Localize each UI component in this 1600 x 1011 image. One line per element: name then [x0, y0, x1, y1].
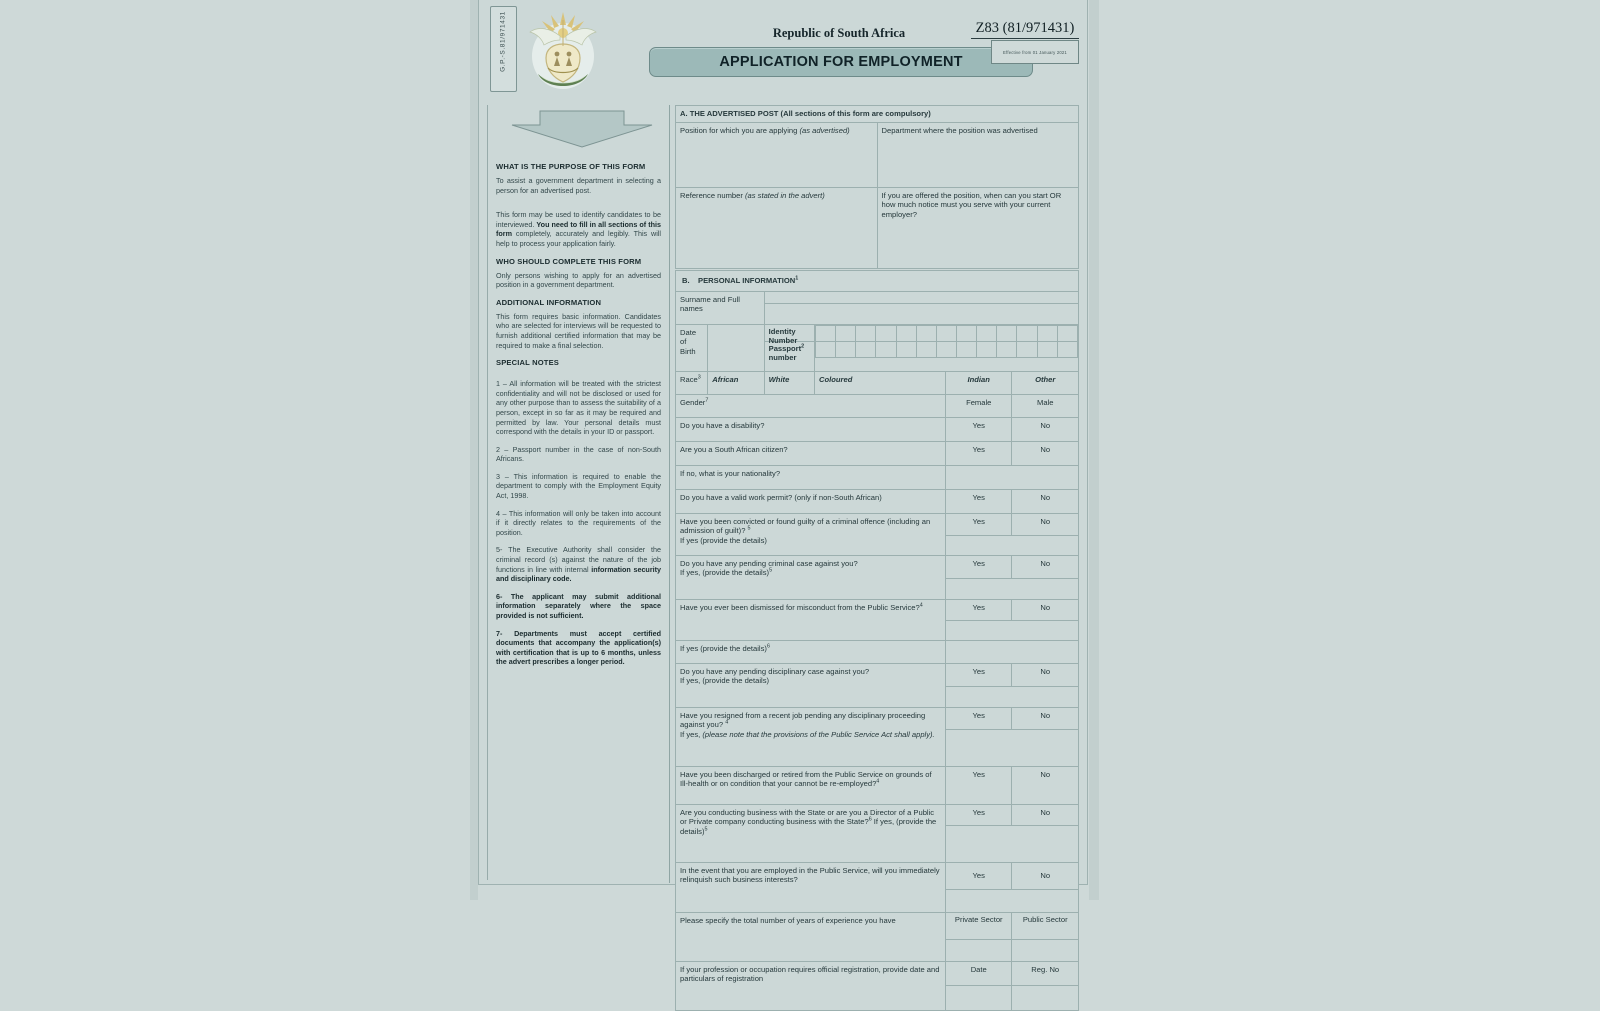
passport-cell[interactable] [816, 341, 836, 357]
discharged-text: Have you been discharged or retired from the Public Service on grounds of Ill-health or on condition that your cannot be re-employed? [680, 769, 932, 789]
surname-line-2[interactable] [765, 304, 1078, 316]
note5-a: 5- The Executive Authority shall consider the criminal record (s) against the nature of the job functions in line with internal [496, 545, 661, 574]
table-row [676, 371, 1079, 394]
answer-no[interactable]: No [1012, 766, 1079, 804]
sidebar-note-4: 4 – This information will only be taken into account if it directly relates to the requirements of the position. [496, 508, 661, 537]
reference-number-cell[interactable] [676, 187, 878, 268]
passport-cell[interactable] [836, 341, 856, 357]
gender-option-male[interactable]: Male [1012, 394, 1079, 417]
question-work-permit: Do you have a valid work permit? (only if non-South African) [676, 489, 946, 513]
identity-number-label: Identity Number [765, 325, 814, 342]
answer-yes[interactable]: Yes [945, 663, 1011, 686]
discharged-sup: 4 [876, 778, 880, 785]
table-row [676, 640, 1079, 663]
race-sup: 3 [697, 374, 701, 381]
business-text-b: If yes, (provide the details) [680, 817, 937, 836]
gender-label-cell [676, 394, 946, 417]
passport-number-label [765, 342, 814, 365]
id-cell[interactable] [876, 325, 896, 341]
id-number-grid[interactable] [815, 325, 1078, 358]
sidebar-heading-special-notes: SPECIAL NOTES [496, 358, 559, 368]
question-nationality: If no, what is your nationality? [676, 465, 946, 489]
passport-label-text2: number [768, 353, 797, 362]
pending-criminal-text: Do you have any pending criminal case against you? [680, 558, 858, 568]
pending-criminal-details-input[interactable] [945, 578, 1078, 599]
convicted-sup: 5 [747, 525, 751, 532]
sidebar-heading-who: WHO SHOULD COMPLETE THIS FORM [496, 256, 642, 266]
answer-yes[interactable]: Yes [945, 441, 1011, 465]
table-row [676, 663, 1079, 686]
table-row [676, 122, 1079, 187]
gender-sup: 7 [705, 397, 709, 404]
section-b-title: PERSONAL INFORMATION [698, 276, 796, 285]
surname-label: Surname and Full names [680, 294, 740, 314]
table-row [676, 394, 1079, 417]
dismissed-details-input[interactable] [945, 640, 1078, 663]
gender-label: Gender [680, 397, 706, 407]
id-cell[interactable] [957, 325, 977, 341]
sidebar-note-6 [496, 592, 661, 621]
question-experience: Please specify the total number of years of experience you have [676, 912, 946, 961]
table-row [676, 489, 1079, 513]
answer-no[interactable]: No [1012, 441, 1079, 465]
effective-date-note: Effective from 01 January 2021 [991, 40, 1079, 64]
table-row [676, 766, 1079, 804]
purpose-p2-a: This form may be used to identify candidates to be interviewed. [496, 210, 661, 229]
question-relinquish: In the event that you are employed in the Public Service, will you immediately relinquish such business interests? [676, 862, 946, 912]
instructions-sidebar [487, 105, 667, 880]
reference-label: Reference number [680, 190, 746, 200]
race-label-cell [676, 371, 708, 394]
section-a-heading: A. THE ADVERTISED POST (All sections of this form are compulsory) [676, 106, 1079, 123]
answer-no[interactable]: No [1012, 513, 1079, 535]
answer-yes[interactable]: Yes [945, 862, 1011, 889]
id-cell[interactable] [916, 325, 936, 341]
dob-label-cell [676, 324, 708, 371]
relinquish-blank[interactable] [945, 889, 1078, 912]
answer-yes[interactable]: Yes [945, 707, 1011, 729]
experience-private-input[interactable] [945, 939, 1011, 961]
dob-label: Date of Birth [680, 327, 697, 356]
convicted-details-label: If yes (provide the details) [680, 535, 767, 545]
dismissed-answer-blank[interactable] [945, 620, 1078, 640]
dismissed-text: Have you ever been dismissed for misconduct from the Public Service? [680, 602, 920, 612]
sidebar-heading-purpose: WHAT IS THE PURPOSE OF THIS FORM [496, 162, 646, 171]
start-label: If you are offered the position, when can you start OR how much notice must you serve with your current employer? [881, 190, 1062, 219]
id-cell[interactable] [896, 325, 916, 341]
reference-label-italic: (as stated in the advert) [745, 190, 825, 200]
table-row [676, 555, 1079, 578]
nationality-input-cell[interactable] [945, 465, 1078, 489]
dismissed-details-label [676, 640, 946, 663]
race-option-indian[interactable]: Indian [945, 371, 1011, 394]
passport-cell[interactable] [916, 341, 936, 357]
sidebar-purpose-p1: To assist a government department in selecting a person for an advertised post. [496, 176, 661, 195]
convicted-text: Have you been convicted or found guilty of a criminal offence (including an admission of guilt)? [680, 516, 931, 536]
section-b-sup: 1 [795, 275, 799, 282]
question-citizen: Are you a South African citizen? [676, 441, 946, 465]
experience-private-sector-label[interactable]: Private Sector [945, 912, 1011, 939]
pending-criminal-sup: 5 [769, 567, 773, 574]
dismissed-details-text: If yes (provide the details) [680, 643, 767, 653]
purpose-p2-c: completely, accurately and legibly. This will help to process your application fairly. [496, 229, 661, 248]
table-row [676, 291, 1079, 324]
registration-date-label[interactable]: Date [945, 961, 1011, 985]
pending-disc-text: Do you have any pending disciplinary case against you? [680, 666, 870, 676]
resigned-details-b: (please note that the provisions of the Public Service Act shall apply). [702, 729, 935, 739]
answer-no[interactable]: No [1012, 417, 1079, 441]
id-number-grid-cell[interactable] [815, 324, 1079, 371]
id-cell[interactable] [1037, 325, 1057, 341]
surname-label-cell [676, 291, 765, 324]
sidebar-note-7 [496, 629, 661, 667]
id-grid-row-identity[interactable] [816, 325, 1078, 341]
question-disability: Do you have a disability? [676, 417, 946, 441]
sidebar-who-p1: Only persons wishing to apply for an advertised position in a government department. [496, 270, 661, 290]
resigned-details-input[interactable] [945, 729, 1078, 766]
dismissed-details-sup: 6 [766, 643, 770, 650]
convicted-details-input[interactable] [945, 535, 1078, 555]
passport-cell[interactable] [997, 341, 1017, 357]
passport-label-text: Passport [768, 343, 802, 353]
table-row [676, 707, 1079, 729]
position-label: Position for which you are applying [680, 125, 800, 135]
business-details-input[interactable] [945, 825, 1078, 862]
answer-yes[interactable]: Yes [945, 599, 1011, 620]
start-date-cell[interactable] [877, 187, 1079, 268]
section-b-heading [676, 271, 1079, 292]
form-body [479, 100, 1089, 984]
passport-sup: 2 [801, 343, 805, 350]
answer-yes[interactable]: Yes [945, 489, 1011, 513]
south-africa-coat-of-arms-icon [524, 6, 602, 92]
page-shadow-left [470, 0, 478, 900]
pending-criminal-details-label: If yes, (provide the details) [680, 568, 770, 578]
sidebar-note-2: 2 – Passport number in the case of non-South Africans. [496, 444, 661, 464]
race-option-white[interactable]: White [764, 371, 814, 394]
answer-no[interactable]: No [1012, 663, 1079, 686]
id-cell[interactable] [856, 325, 876, 341]
position-label-italic: (as advertised) [799, 125, 850, 135]
race-label: Race [680, 374, 698, 384]
note5-b: information security and disciplinary code. [496, 564, 662, 584]
table-row [676, 912, 1079, 939]
gps-code-box [490, 6, 517, 92]
surname-line-1[interactable] [765, 292, 1078, 304]
department-label: Department where the position was advertised [881, 125, 1038, 135]
note6-text: 6- The applicant may submit additional information separately where the space provided is not sufficient. [496, 591, 661, 620]
answer-no[interactable]: No [1012, 862, 1079, 889]
form-code: Z83 (81/971431) [971, 20, 1079, 39]
business-sup-2: 5 [704, 826, 708, 833]
passport-cell[interactable] [936, 341, 956, 357]
id-cell[interactable] [936, 325, 956, 341]
position-applied-cell[interactable] [676, 122, 878, 187]
passport-cell[interactable] [1057, 341, 1077, 357]
id-passport-label-cell [764, 324, 814, 371]
sidebar-purpose-p2 [496, 210, 661, 248]
resigned-sup: 4 [725, 719, 729, 726]
id-cell[interactable] [1017, 325, 1037, 341]
passport-cell[interactable] [1037, 341, 1057, 357]
table-row [676, 465, 1079, 489]
dismissed-sup: 4 [919, 602, 923, 609]
section-a-table [675, 105, 1079, 269]
passport-cell[interactable] [977, 341, 997, 357]
id-cell[interactable] [1057, 325, 1077, 341]
answer-yes[interactable]: Yes [945, 766, 1011, 804]
form-page [478, 0, 1088, 984]
surname-input-cell[interactable] [764, 291, 1078, 324]
table-row [676, 599, 1079, 620]
country-title: Republic of South Africa [772, 26, 906, 40]
resigned-details-a: If yes, [680, 729, 703, 739]
id-cell[interactable] [997, 325, 1017, 341]
sidebar-additional-p1: This form requires basic information. Candidates who are selected for interviews will be requested to furnish additional certified information that may be required to make a final selection. [496, 311, 661, 350]
registration-regno-input[interactable] [1012, 985, 1079, 1010]
passport-cell[interactable] [856, 341, 876, 357]
table-row [676, 324, 1079, 371]
sidebar-heading-additional: ADDITIONAL INFORMATION [496, 297, 602, 307]
passport-cell[interactable] [896, 341, 916, 357]
gps-code-label: G.P.-S.81/971431 [499, 11, 507, 72]
table-row [676, 187, 1079, 268]
answer-yes[interactable]: Yes [945, 513, 1011, 535]
table-row [676, 804, 1079, 825]
pending-disc-details-label: If yes, (provide the details) [680, 676, 770, 686]
answer-no[interactable]: No [1012, 599, 1079, 620]
question-resigned [676, 707, 946, 766]
note7-text: 7- Departments must accept certified documents that accompany the application(s) with certification that is up to 6 months, unless the advert prescribes a longer period. [496, 628, 661, 667]
section-b-letter: B. [682, 276, 690, 285]
answer-no[interactable]: No [1012, 804, 1079, 825]
passport-cell[interactable] [957, 341, 977, 357]
sidebar-note-1: 1 – All information will be treated with the strictest confidentiality and will not be disclosed or used for any other purpose than to assess the suitability of a person, except in so far as it may be required and permitted by law. Your personal details must correspond with the details in your ID or passport. [496, 379, 661, 437]
experience-public-sector-label[interactable]: Public Sector [1012, 912, 1079, 939]
registration-date-input[interactable] [945, 985, 1011, 1010]
resigned-text: Have you resigned from a recent job pending any disciplinary proceeding against you? [680, 710, 926, 730]
gender-option-female[interactable]: Female [945, 394, 1011, 417]
table-row [676, 271, 1079, 292]
passport-cell[interactable] [876, 341, 896, 357]
answer-yes[interactable]: Yes [945, 555, 1011, 578]
table-row [676, 961, 1079, 985]
race-option-african[interactable]: African [708, 371, 764, 394]
pending-disc-details-input[interactable] [945, 686, 1078, 707]
id-cell[interactable] [836, 325, 856, 341]
purpose-p2-b: You need to fill in all sections of this form [496, 219, 661, 239]
form-title-banner: APPLICATION FOR EMPLOYMENT [649, 47, 1033, 77]
question-registration: If your profession or occupation requires official registration, provide date and particulars of registration [676, 961, 946, 1010]
question-pending-criminal [676, 555, 946, 599]
table-row [676, 417, 1079, 441]
experience-public-input[interactable] [1012, 939, 1079, 961]
sidebar-note-3: 3 – This information is required to enable the department to comply with the Employment Equity Act, 1998. [496, 471, 661, 501]
answer-yes[interactable]: Yes [945, 804, 1011, 825]
form-header [479, 0, 1087, 100]
answer-no[interactable]: No [1012, 555, 1079, 578]
table-row [676, 862, 1079, 889]
passport-cell[interactable] [1017, 341, 1037, 357]
department-advertised-cell[interactable] [877, 122, 1079, 187]
question-discharged [676, 766, 946, 804]
id-cell[interactable] [816, 325, 836, 341]
question-dismissed [676, 599, 946, 640]
page-shadow-right [1089, 0, 1099, 900]
table-row [676, 106, 1079, 123]
registration-regno-label[interactable]: Reg. No [1012, 961, 1079, 985]
table-row [676, 441, 1079, 465]
business-text-a: Are you conducting business with the State or are you a Director of a Public or Private company conducting business with the State? [680, 807, 935, 827]
table-row [676, 513, 1079, 535]
answer-no[interactable]: No [1012, 707, 1079, 729]
dob-input-cell[interactable] [708, 324, 764, 371]
race-option-other[interactable]: Other [1012, 371, 1079, 394]
question-convicted [676, 513, 946, 555]
answer-yes[interactable]: Yes [945, 417, 1011, 441]
answer-no[interactable]: No [1012, 489, 1079, 513]
business-sup-1: 6 [868, 816, 872, 823]
form-main-column [669, 105, 1081, 984]
sidebar-note-5 [496, 545, 661, 583]
question-pending-disciplinary [676, 663, 946, 707]
id-cell[interactable] [977, 325, 997, 341]
id-grid-row-passport[interactable] [816, 341, 1078, 357]
race-option-coloured[interactable]: Coloured [815, 371, 946, 394]
down-arrow-icon [500, 109, 664, 149]
question-business-with-state [676, 804, 946, 862]
